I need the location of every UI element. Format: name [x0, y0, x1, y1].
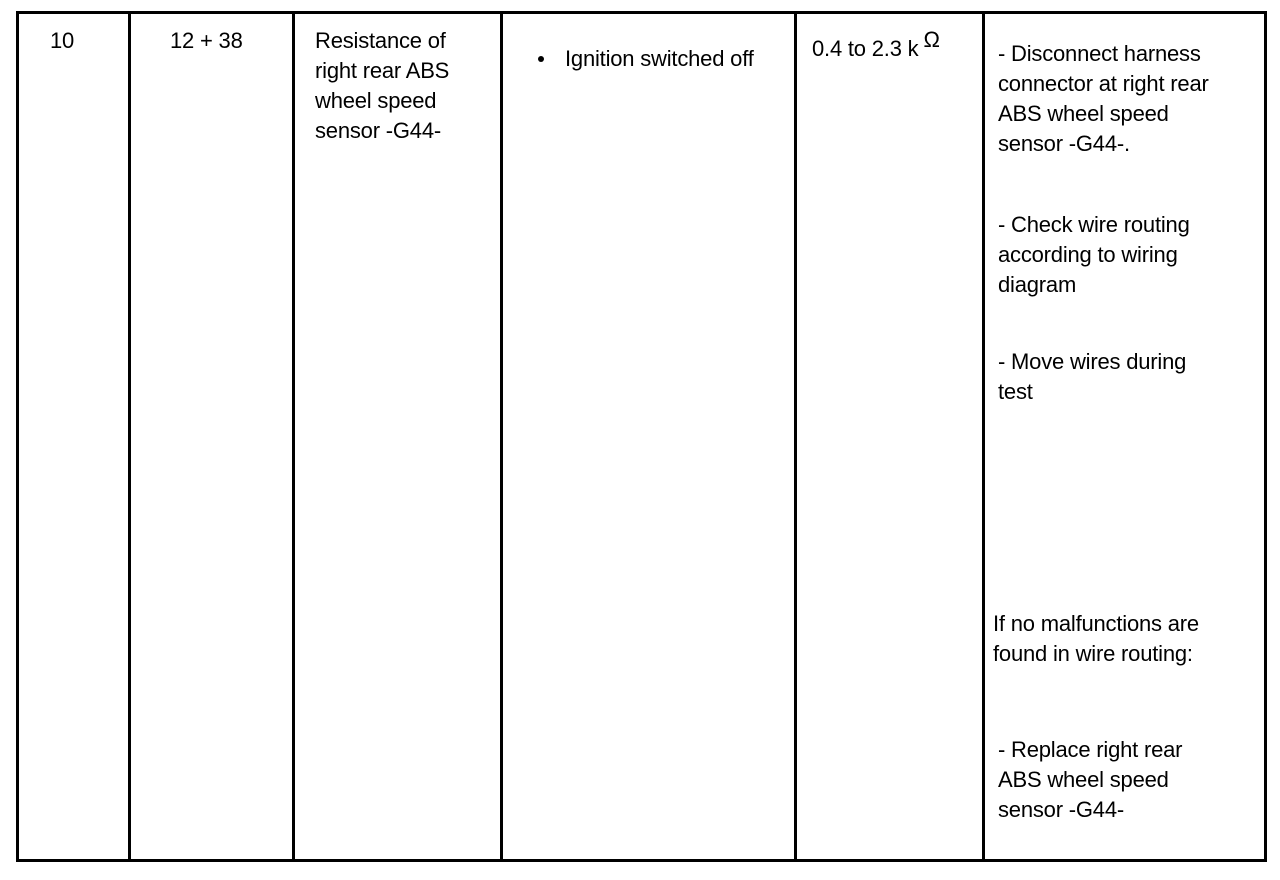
column-divider: [128, 11, 131, 862]
bullet-icon: [538, 56, 544, 62]
specified-value: [812, 27, 940, 64]
test-description: Resistance of right rear ABS wheel speed sensor -G44-: [315, 28, 450, 143]
column-divider: [500, 11, 503, 862]
remedy-condition: If no malfunctions are found in wire routing:: [993, 611, 1199, 666]
ohm-unit: Ω: [923, 27, 940, 52]
column-divider: [982, 11, 985, 862]
terminals: 12 + 38: [170, 28, 243, 53]
remedy-step-check-routing: - Check wire routing according to wiring diagram: [998, 212, 1190, 297]
test-step-number: 10: [50, 28, 75, 53]
test-condition: Ignition switched off: [565, 46, 754, 71]
remedy-step-move-wires: - Move wires during test: [998, 349, 1187, 404]
column-divider: [292, 11, 295, 862]
remedy-step-replace-sensor: - Replace right rear ABS wheel speed sensor -G44-: [998, 737, 1183, 822]
remedy-step-disconnect: - Disconnect harness connector at right rear ABS wheel speed sensor -G44-.: [998, 41, 1209, 156]
column-divider: [794, 11, 797, 862]
specified-value-text: 0.4 to 2.3 k: [812, 36, 919, 61]
